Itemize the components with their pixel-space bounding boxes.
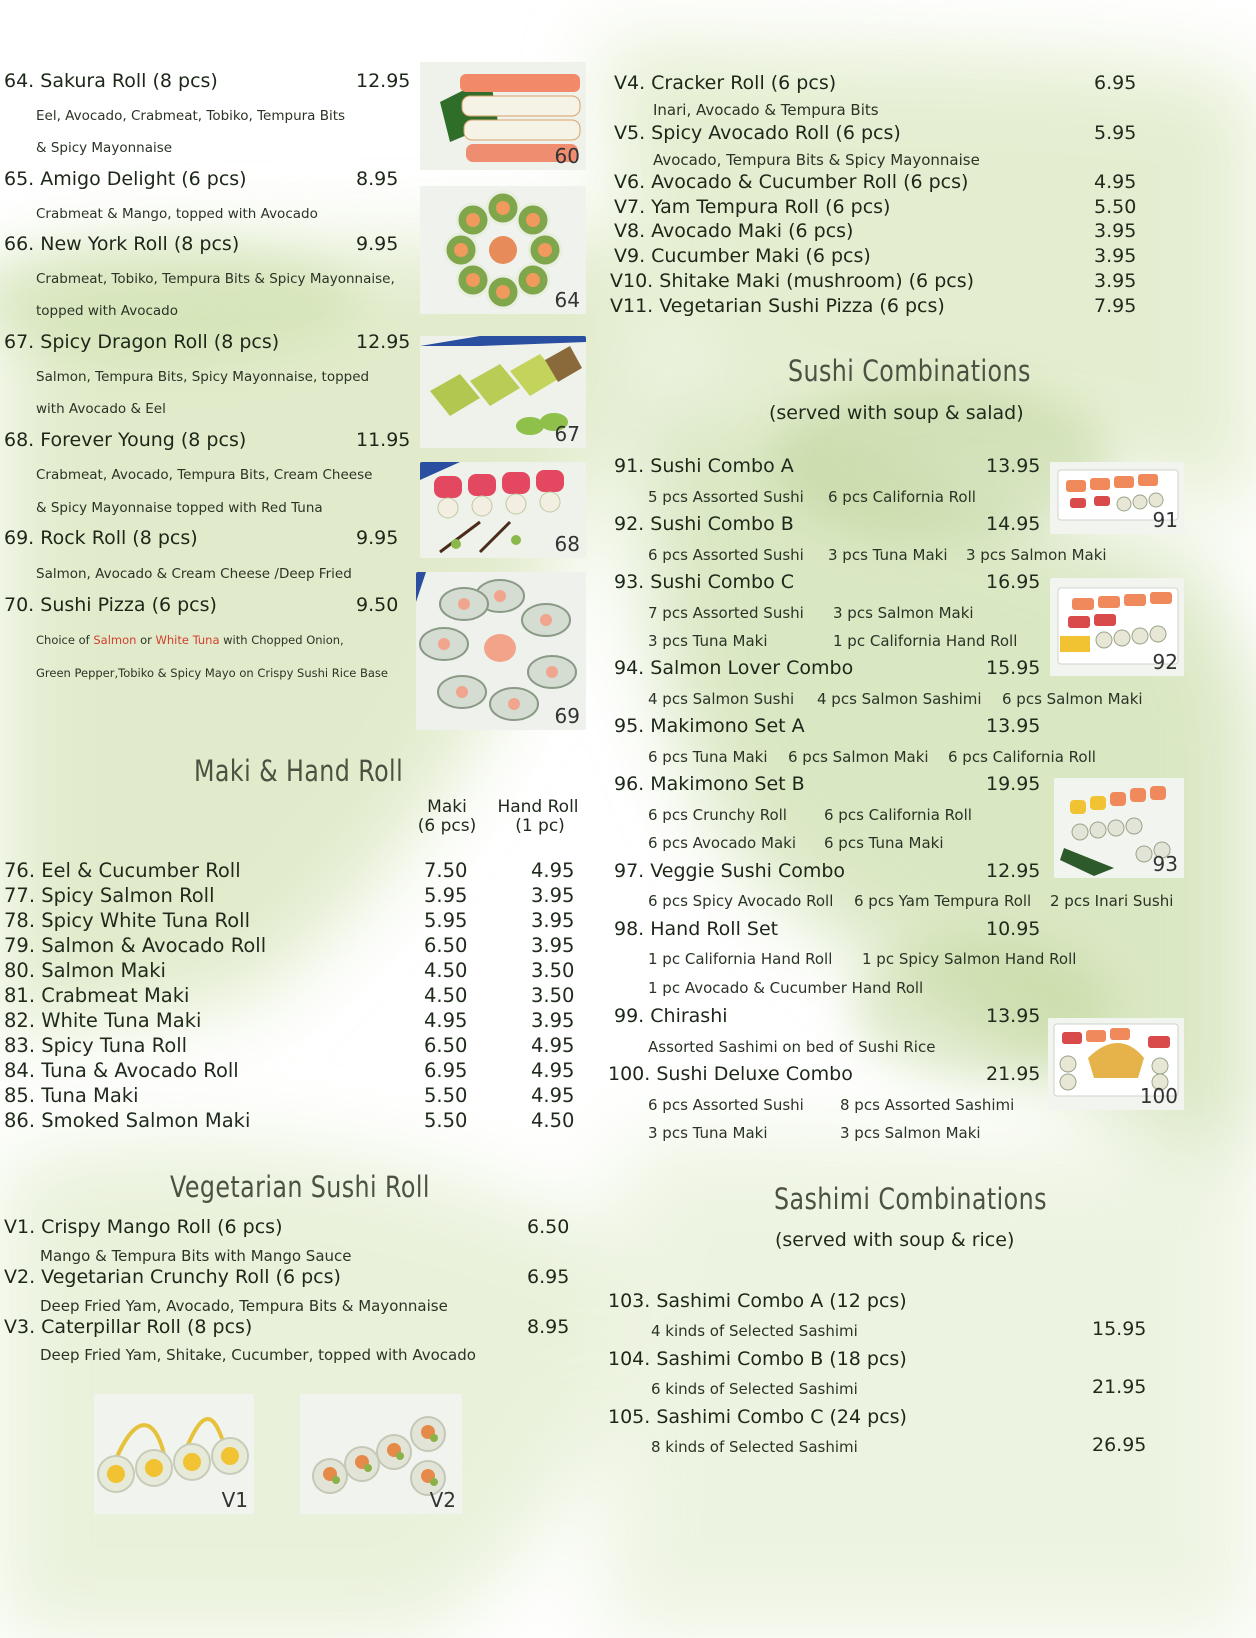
photo-label: V2 <box>429 1488 456 1512</box>
roll-price: 11.95 <box>356 429 411 451</box>
roll-price: 12.95 <box>356 331 411 353</box>
veg-desc: Mango & Tempura Bits with Mango Sauce <box>40 1247 352 1265</box>
crispy-mango-roll-photo <box>94 1394 254 1514</box>
veg-desc: Deep Fried Yam, Shitake, Cucumber, topped with Avocado <box>40 1346 476 1364</box>
combo-detail: Assorted Sashimi on bed of Sushi Rice <box>648 1038 936 1056</box>
sushi-pizza-photo <box>416 572 586 730</box>
sashimi-price: 26.95 <box>1092 1434 1147 1456</box>
combo-detail: 6 pcs Yam Tempura Roll <box>854 892 1032 910</box>
roll-desc: Crabmeat, Tobiko, Tempura Bits & Spicy Mayonnaise, <box>36 271 395 287</box>
maki-column-header: Maki (6 pcs) <box>417 797 477 836</box>
combo-detail: 6 pcs Spicy Avocado Roll <box>648 892 834 910</box>
combo-price: 15.95 <box>986 657 1041 679</box>
veg-desc: Avocado, Tempura Bits & Spicy Mayonnaise <box>653 151 980 169</box>
roll-desc: Crabmeat, Avocado, Tempura Bits, Cream Cheese <box>36 467 373 483</box>
photo-label: V1 <box>221 1488 248 1512</box>
veg-price: 5.95 <box>1094 122 1137 144</box>
combo-detail: 1 pc Avocado & Cucumber Hand Roll <box>648 979 924 997</box>
combo-detail: 6 pcs Salmon Maki <box>788 748 929 766</box>
combo-name: 91. Sushi Combo A <box>614 455 794 477</box>
veg-name: V10. Shitake Maki (mushroom) (6 pcs) <box>610 270 975 292</box>
combo-detail: 6 pcs California Roll <box>824 806 972 824</box>
combo-name: 93. Sushi Combo C <box>614 571 795 593</box>
veg-desc: Deep Fried Yam, Avocado, Tempura Bits & Mayonnaise <box>40 1297 448 1315</box>
combo-name: 96. Makimono Set B <box>614 773 805 795</box>
section-title: Vegetarian Sushi Roll <box>170 1170 430 1204</box>
combo-price: 13.95 <box>986 455 1041 477</box>
combo-detail: 6 pcs Salmon Maki <box>1002 690 1143 708</box>
roll-price: 12.95 <box>356 70 411 92</box>
combo-detail: 3 pcs Tuna Maki <box>648 1124 768 1142</box>
sashimi-name: 103. Sashimi Combo A (12 pcs) <box>608 1290 907 1312</box>
combo-detail: 4 pcs Salmon Sushi <box>648 690 795 708</box>
veg-desc: Inari, Avocado & Tempura Bits <box>653 101 879 119</box>
roll-price: 9.95 <box>356 527 399 549</box>
makimono-set-b-photo <box>1054 778 1184 878</box>
roll-name: 67. Spicy Dragon Roll (8 pcs) <box>4 331 280 353</box>
combo-price: 10.95 <box>986 918 1041 940</box>
veg-name: V3. Caterpillar Roll (8 pcs) <box>4 1316 253 1338</box>
roll-desc: with Avocado & Eel <box>36 401 166 417</box>
vegetarian-crunchy-roll-photo <box>300 1394 462 1514</box>
veg-price: 6.50 <box>527 1216 570 1238</box>
veg-name: V1. Crispy Mango Roll (6 pcs) <box>4 1216 283 1238</box>
photo-label: 100 <box>1139 1084 1178 1108</box>
section-title: Sushi Combinations <box>788 354 1031 388</box>
roll-name: 64. Sakura Roll (8 pcs) <box>4 70 218 92</box>
menu-page: 64. Sakura Roll (8 pcs) 12.95 Eel, Avocado, Crabmeat, Tobiko, Tempura Bits & Spicy Mayonnaise 65. Amigo Delight (6 pcs) 8.95 Crabmeat & Mango, topped with Avocado 66. New York Roll (8 pcs) 9.95 Crabmeat, Tobiko, Tempura Bits & Spicy Mayonnaise, topped with Avocado 67. Spicy Dragon Roll (8 pcs) 12.95 Salmon, Tempura Bits, Spicy Mayonnaise, topped with Avocado & Eel 68. Forever Young (8 pcs) 11.95 Crabmeat, Avocado, Tempura Bits, Cream Cheese & Spicy Mayonnaise topped with Red Tuna 69. Rock Roll (8 pcs) 9.95 Salmon, Avocado & Cream Cheese /Deep Fried 70. Sushi Pizza (6 pcs) 9.50 Choice of Salmon or White Tuna with Chopped Onion, Green Pepper,Tobiko & Spicy Mayo on Crispy Sushi Rice Base 60 64 67 68 69 Maki & Hand Roll Maki (6 pcs) Hand Roll (1 pc) 76. Eel & Cucumber Roll 7.50 4.95 77. Spicy Salmon Roll 5.95 3.95 78. Spicy White Tuna Roll 5.95 3.95 79. Salmon & Avocado Roll 6.50 3.95 80. Salmon Maki 4.50 3.50 81. Crabmeat Maki 4.50 3.50 82. White Tuna Maki 4.95 3.95 83. Spicy Tuna Roll 6.50 4.95 84. Tuna & Avocado Roll 6.95 4.95 85. Tuna Maki 5.50 4.95 86. Smoked Salmon Maki 5.50 4.50 Vegetarian Sushi Roll V1. Crispy Mango Roll (6 pcs) 6.50 Mango & Tempura Bits with Mango Sauce V2. Vegetarian Crunchy Roll (6 pcs) 6.95 Deep Fried Yam, Avocado, Tempura Bits & Mayonnaise V3. Caterpillar Roll (8 pcs) 8.95 Deep Fried Yam, Shitake, Cucumber, topped with Avocado V1 V2 V4. Cracker Roll (6 pcs) 6.95 Inari, Avocado & Tempura Bits V5. Spicy Avocado Roll (6 pcs) 5.95 Avocado, Tempura Bits & Spicy Mayonnaise V6. Avocado & Cucumber Roll (6 pcs) 4.95 V7. Yam Tempura Roll (6 pcs) 5.50 V8. Avocado Maki (6 pcs) 3.95 V9. Cucumber Maki (6 pcs) 3.95 V10. Shitake Maki (mushroom) (6 pcs) 3.95 V11. Vegetarian Sushi Pizza (6 pcs) 7.95 Sushi Combinations (served with soup & salad) 91. Sushi Combo A 13.95 5 pcs Assorted Sushi 6 pcs California Roll 92. Sushi Combo B 14.95 6 pcs Assorted Sushi 3 pcs Tuna Maki 3 pcs Salmon Maki 93. Sushi Combo C 16.95 7 pcs Assorted Sushi 3 pcs Salmon Maki 3 pcs Tuna Maki 1 pc California Hand Roll 94. Salmon Lover Combo 15.95 4 pcs Salmon Sushi 4 pcs Salmon Sashimi 6 pcs Salmon Maki 95. Makimono Set A 13.95 6 pcs Tuna Maki 6 pcs Salmon Maki 6 pcs California Roll 96. Makimono Set B 19.95 6 pcs Crunchy Roll 6 pcs California Roll 6 pcs Avocado Maki 6 pcs Tuna Maki 97. Veggie Sushi Combo 12.95 6 pcs Spicy Avocado Roll 6 pcs Yam Tempura Roll 2 pcs Inari Sushi 98. Hand Roll Set 10.95 1 pc California Hand Roll 1 pc Spicy Salmon Hand Roll 1 pc Avocado & Cucumber Hand Roll 99. Chirashi 13.95 Assorted Sashimi on bed of Sushi Rice 100. Sushi Deluxe Combo 21.95 6 pcs Assorted Sushi 8 pcs Assorted Sashimi 3 pcs Tuna Maki 3 pcs Salmon Maki 91 92 93 100 Sashimi Combinations (served with soup & rice) 103. Sashimi Combo A (12 pcs) 4 kinds of Selected Sashimi 15.95 104. Sashimi Combo B (18 pcs) 6 kinds of Selected Sashimi 21.95 105. Sashimi Combo C (24 pcs) 8 kinds of Selected Sashimi 26.95 <box>0 0 1256 1638</box>
combo-price: 16.95 <box>986 571 1041 593</box>
combo-name: 92. Sushi Combo B <box>614 513 794 535</box>
veg-name: V5. Spicy Avocado Roll (6 pcs) <box>614 122 901 144</box>
sashimi-name: 104. Sashimi Combo B (18 pcs) <box>608 1348 907 1370</box>
combo-price: 21.95 <box>986 1063 1041 1085</box>
veg-price: 8.95 <box>527 1316 570 1338</box>
section-title: Sashimi Combinations <box>774 1182 1047 1216</box>
combo-detail: 8 pcs Assorted Sashimi <box>840 1096 1015 1114</box>
sashimi-price: 21.95 <box>1092 1376 1147 1398</box>
combo-detail: 3 pcs Salmon Maki <box>966 546 1107 564</box>
sushi-combo-b-photo <box>1050 578 1184 676</box>
combo-detail: 7 pcs Assorted Sushi <box>648 604 804 622</box>
photo-label: 68 <box>554 532 580 556</box>
roll-name: 65. Amigo Delight (6 pcs) <box>4 168 247 190</box>
pizza-desc-line1: Choice of Salmon or White Tuna with Chopped Onion, <box>36 633 344 647</box>
roll-name: 66. New York Roll (8 pcs) <box>4 233 240 255</box>
veg-name: V4. Cracker Roll (6 pcs) <box>614 72 837 94</box>
veg-price: 3.95 <box>1094 270 1137 292</box>
veg-name: V9. Cucumber Maki (6 pcs) <box>614 245 871 267</box>
roll-price: 9.95 <box>356 233 399 255</box>
combo-name: 95. Makimono Set A <box>614 715 805 737</box>
sashimi-desc: 8 kinds of Selected Sashimi <box>651 1438 858 1456</box>
roll-name: 69. Rock Roll (8 pcs) <box>4 527 198 549</box>
hand-roll-column-header: Hand Roll (1 pc) <box>497 797 579 836</box>
combo-detail: 1 pc Spicy Salmon Hand Roll <box>862 950 1077 968</box>
photo-label: 67 <box>554 422 580 446</box>
combo-price: 13.95 <box>986 715 1041 737</box>
sakura-roll-photo <box>420 62 586 170</box>
sashimi-desc: 6 kinds of Selected Sashimi <box>651 1380 858 1398</box>
roll-desc: & Spicy Mayonnaise topped with Red Tuna <box>36 500 323 516</box>
combo-detail: 3 pcs Salmon Maki <box>840 1124 981 1142</box>
sushi-combo-a-photo <box>1050 462 1184 534</box>
combo-detail: 6 pcs Assorted Sushi <box>648 1096 804 1114</box>
combo-detail: 6 pcs California Roll <box>948 748 1096 766</box>
combo-detail: 6 pcs Avocado Maki <box>648 834 796 852</box>
veg-name: V8. Avocado Maki (6 pcs) <box>614 220 854 242</box>
section-title: Maki & Hand Roll <box>194 754 404 788</box>
combo-detail: 6 pcs Tuna Maki <box>824 834 944 852</box>
spicy-dragon-roll-photo <box>420 336 586 448</box>
veg-name: V6. Avocado & Cucumber Roll (6 pcs) <box>614 171 969 193</box>
white-tuna-option: White Tuna <box>155 633 220 647</box>
salmon-option: Salmon <box>93 633 137 647</box>
veg-name: V2. Vegetarian Crunchy Roll (6 pcs) <box>4 1266 341 1288</box>
photo-label: 69 <box>554 704 580 728</box>
combo-detail: 1 pc California Hand Roll <box>833 632 1018 650</box>
combo-detail: 5 pcs Assorted Sushi <box>648 488 804 506</box>
roll-price: 8.95 <box>356 168 399 190</box>
combo-detail: 6 pcs Tuna Maki <box>648 748 768 766</box>
veg-price: 6.95 <box>1094 72 1137 94</box>
veg-name: V11. Vegetarian Sushi Pizza (6 pcs) <box>610 295 945 317</box>
combo-detail: 6 pcs Assorted Sushi <box>648 546 804 564</box>
veg-price: 7.95 <box>1094 295 1137 317</box>
combo-name: 94. Salmon Lover Combo <box>614 657 854 679</box>
combo-price: 14.95 <box>986 513 1041 535</box>
combo-detail: 3 pcs Tuna Maki <box>648 632 768 650</box>
roll-desc: topped with Avocado <box>36 303 179 319</box>
combo-detail: 3 pcs Tuna Maki <box>828 546 948 564</box>
combo-detail: 1 pc California Hand Roll <box>648 950 833 968</box>
roll-desc: Eel, Avocado, Crabmeat, Tobiko, Tempura Bits <box>36 108 346 124</box>
roll-price: 9.50 <box>356 594 399 616</box>
veg-price: 6.95 <box>527 1266 570 1288</box>
sashimi-price: 15.95 <box>1092 1318 1147 1340</box>
veg-name: V7. Yam Tempura Roll (6 pcs) <box>614 196 891 218</box>
photo-label: 92 <box>1152 650 1178 674</box>
combo-name: 97. Veggie Sushi Combo <box>614 860 846 882</box>
combo-detail: 6 pcs Crunchy Roll <box>648 806 787 824</box>
roll-desc: Salmon, Avocado & Cream Cheese /Deep Fried <box>36 566 352 582</box>
photo-label: 91 <box>1152 508 1178 532</box>
roll-name: 68. Forever Young (8 pcs) <box>4 429 247 451</box>
combo-price: 12.95 <box>986 860 1041 882</box>
roll-desc: Salmon, Tempura Bits, Spicy Mayonnaise, topped <box>36 369 370 385</box>
section-subtitle: (served with soup & salad) <box>769 402 1024 424</box>
veg-price: 4.95 <box>1094 171 1137 193</box>
combo-name: 100. Sushi Deluxe Combo <box>608 1063 853 1085</box>
new-york-roll-photo <box>420 186 586 314</box>
roll-name: 70. Sushi Pizza (6 pcs) <box>4 594 217 616</box>
veg-price: 5.50 <box>1094 196 1137 218</box>
combo-detail: 3 pcs Salmon Maki <box>833 604 974 622</box>
pizza-desc-line2: Green Pepper,Tobiko & Spicy Mayo on Crispy Sushi Rice Base <box>36 666 388 680</box>
sushi-deluxe-combo-photo <box>1048 1018 1184 1110</box>
combo-detail: 4 pcs Salmon Sashimi <box>817 690 982 708</box>
combo-name: 98. Hand Roll Set <box>614 918 779 940</box>
photo-label: 60 <box>554 144 580 168</box>
combo-detail: 2 pcs Inari Sushi <box>1050 892 1174 910</box>
roll-desc: Crabmeat & Mango, topped with Avocado <box>36 206 318 222</box>
photo-label: 64 <box>554 288 580 312</box>
combo-name: 99. Chirashi <box>614 1005 728 1027</box>
photo-label: 93 <box>1152 852 1178 876</box>
combo-price: 19.95 <box>986 773 1041 795</box>
veg-price: 3.95 <box>1094 245 1137 267</box>
roll-desc: & Spicy Mayonnaise <box>36 140 173 156</box>
combo-price: 13.95 <box>986 1005 1041 1027</box>
veg-price: 3.95 <box>1094 220 1137 242</box>
sashimi-desc: 4 kinds of Selected Sashimi <box>651 1322 858 1340</box>
combo-detail: 6 pcs California Roll <box>828 488 976 506</box>
forever-young-roll-photo <box>420 462 586 558</box>
sashimi-name: 105. Sashimi Combo C (24 pcs) <box>608 1406 907 1428</box>
section-subtitle: (served with soup & rice) <box>775 1229 1015 1251</box>
